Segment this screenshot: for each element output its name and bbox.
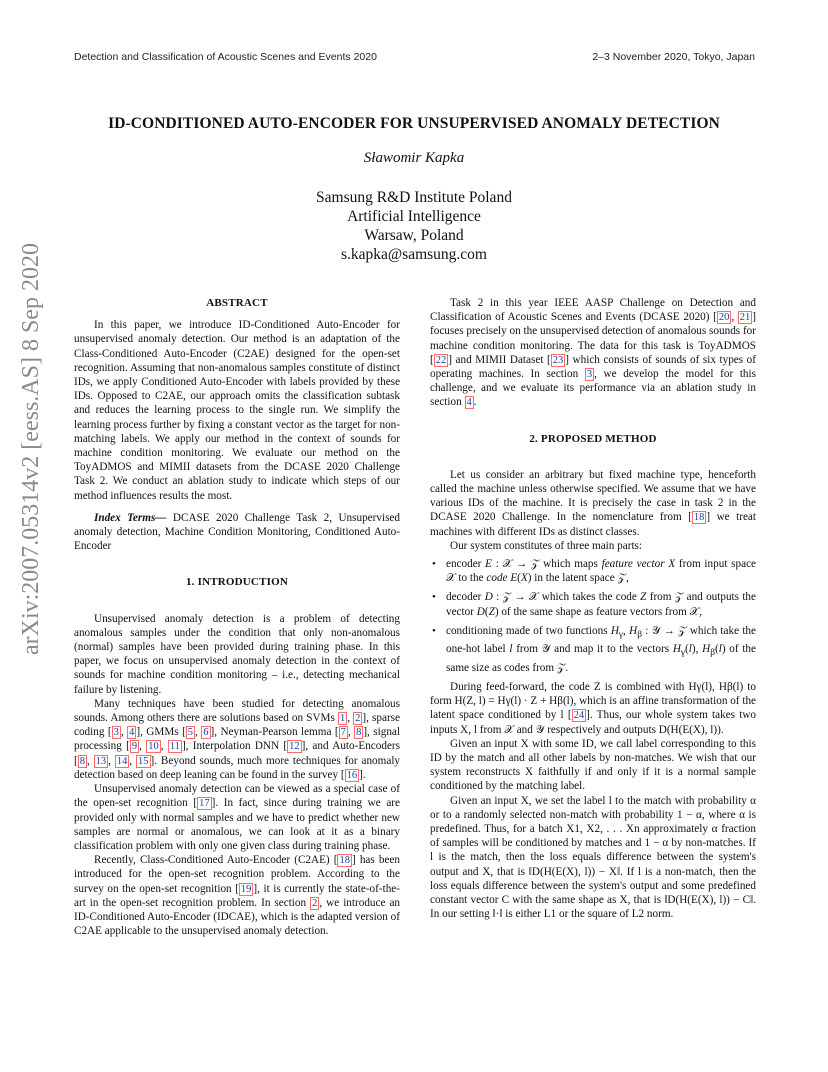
citation-link[interactable]: 8 xyxy=(79,755,85,767)
citation-link[interactable]: 4 xyxy=(129,727,135,739)
bullet-icon: • xyxy=(432,558,436,571)
citation-link[interactable]: 1 xyxy=(339,713,346,725)
intro-paragraph-3: Unsupervised anomaly detection can be viewed as a special case of the open-set recognition [ 17 ]. In fact, since during training we are provided only with normal samples and we have to predict whether new samples are normal or anomalous, we can look at it as a binary classification problem with only one given class during training phase. xyxy=(74,783,400,852)
citation-link[interactable]: 21 xyxy=(739,312,751,324)
affiliation-email[interactable]: s.kapka@samsung.com xyxy=(340,246,487,263)
left-column xyxy=(74,296,400,938)
arxiv-identifier: arXiv:2007.05314v2 [eess.AS] 8 Sep 2020 xyxy=(18,243,44,655)
bullet-icon: • xyxy=(432,624,436,637)
citation-link[interactable]: 8 xyxy=(356,727,362,739)
method-paragraph-1: Let us consider an arbitrary but fixed machine type, henceforth called the machine unless otherwise specified. We assume that we have various IDs of the machine. It is precisely the case in task 2 in the DCASE 2020 Challenge. In the nomenclature from [ 18 ] we treat machines with different IDs as distinct classes. xyxy=(430,468,756,538)
section-link[interactable]: 3 xyxy=(586,369,593,381)
affiliation-block xyxy=(0,188,828,264)
affiliation-city: Warsaw, Poland xyxy=(364,227,464,244)
intro-paragraph-4: Recently, Class-Conditioned Auto-Encoder (C2AE) [ 18 ] has been introduced for the open-set recognition problem. According to the survey on the open-set recognition [ 19 ], it is currently the state-of-the-art in the open-set recognition problem. In section 2 , we introduce an ID-Conditioned Auto-Encoder (IDCAE), which is the adapted version of C2AE applicable to the unsupervised anomaly detection. xyxy=(74,854,401,938)
citation-link[interactable]: 2 xyxy=(355,713,361,725)
running-header-left: Detection and Classification of Acoustic Scenes and Events 2020 xyxy=(74,51,377,63)
method-paragraph-4: Given an input X with some ID, we call label corresponding to this ID by the match and all other labels by non-matches. We wish that our system reconstructs X faithfully if and only if it is a normal sample conditioned by the matching label. xyxy=(430,737,756,793)
citation-link[interactable]: 5 xyxy=(187,727,194,739)
intro-paragraph-2: Many techniques have been studied for detecting anomalous sounds. Among others there are solutions based on SVMs 1 , 2 ], sparse coding [ 3 , 4 ], GMMs [ 5 , 6 ], Neyman-Pearson lemma [ 7 , 8 ], signal processing [ 9 , 10 , 11 ], Interpolation DNN [ 12 ], and Auto-Encoders [ 8 , 13 , 14 , 15 ]. Beyond sounds, much more techniques for anomaly detection based on deep leaning can be found in the survey [ 16 ]. xyxy=(74,697,401,781)
method-paragraph-5: Given an input X, we set the label l to the match with probability α or to a randomly selected non-match with probability 1 − α, where α is predefined. Thus, for a batch X1, X2, . . . Xn approximately α fraction of samples will be conditioned by matches and 1 − α by non-matches. If l is the match, then the loss equals difference between the system's output and X, that is ‖D(H(E(X), l)) − X‖. If l is a non-match, then the loss equals difference between the system's output and some predefined constant vector C with the same shape as X, that is ‖D(H(E(X), l)) − C‖. In our setting ‖·‖ is either L1 or the square of L2 norm. xyxy=(430,794,756,921)
bullet-icon: • xyxy=(432,591,436,604)
citation-link[interactable]: 9 xyxy=(131,741,138,753)
list-item: • encoder E : 𝒳 → 𝒵 which maps feature vector X from input space 𝒳 to the code E(X) in the latent space 𝒵, xyxy=(432,558,757,585)
citation-link[interactable]: 23 xyxy=(552,354,564,366)
citation-link[interactable]: 11 xyxy=(169,741,180,753)
system-parts-list xyxy=(430,557,756,675)
intro-paragraph-1: Unsupervised anomaly detection is a problem of detecting anomalous samples under the condition that only non-anomalous (normal) samples have been provided during training phase. In this paper, we focus on unsupervised anomaly detection in the context of sounds for machine condition monitoring – i.e., detecting mechanical failure by listening. xyxy=(74,612,400,696)
method-paragraph-3: During feed-forward, the code Z is combined with Hγ(l), Hβ(l) to form H(Z, l) = Hγ(l) · Z + Hβ(l), which is an affine transformation of the latent space conditioned by l [ 24 ]. Thus, our whole system takes two inputs X, l from 𝒳 and 𝒴 respectively and outputs D(H(E(X), l)). xyxy=(430,680,757,736)
citation-link[interactable]: 12 xyxy=(289,741,300,753)
method-heading: 2. PROPOSED METHOD xyxy=(529,432,657,445)
index-terms xyxy=(74,511,400,554)
citation-link[interactable]: 17 xyxy=(199,798,210,810)
list-item: • decoder D : 𝒵 → 𝒳 which takes the code Z from 𝒵 and outputs the vector D(Z) of the same shape as feature vectors from 𝒳, xyxy=(432,591,756,618)
abstract-text: In this paper, we introduce ID-Conditioned Auto-Encoder for unsupervised anomaly detection. Our method is an adaptation of the Class-Conditioned Auto-Encoder (C2AE) designed for the open-set recognition. Assuming that non-anomalous samples constitute of distinct IDs, we apply Conditioned Auto-Encoder with labels provided by these IDs. Opposed to C2AE, our approach omits the classification subtask and reduces the learning process to the single run. We simplify the learning process further by fixing a constant vector as the target for non-matching labels. We apply our method in the context of sounds for machine condition monitoring. We evaluate our method on the ToyADMOS and MIMII datasets from the DCASE 2020 Challenge Task 2. We conduct an ablation study to indicate which steps of our method influences results the most. xyxy=(74,319,400,502)
citation-link[interactable]: 3 xyxy=(113,727,119,739)
citation-link[interactable]: 24 xyxy=(573,710,585,722)
citation-link[interactable]: 22 xyxy=(435,354,447,366)
citation-link[interactable]: 10 xyxy=(148,741,159,753)
intro-paragraph-5: Task 2 in this year IEEE AASP Challenge on Detection and Classification of Acoustic Scenes and Events (DCASE 2020) [ 20 , 21 ] focuses precisely on the unsupervised detection of anomalous sounds for machine condition monitoring. The data for this task is ToyADMOS [ 22 ] and MIMII Dataset [ 23 ] which consists of sounds of six types of operating machines. In section 3 , we develop the model for this challenge, and we evaluate its performance via an ablation study in section 4 . xyxy=(430,297,756,409)
list-item: • conditioning made of two functions $H_\gamma$, $H_\beta$ : 𝒴 → 𝒵 which take the one-hot label l from 𝒴 and map it to the vectors $H_\gamma(l)$, $H_\beta(l)$ of the same size as codes from 𝒵. xyxy=(432,624,756,674)
running-header-right: 2–3 November 2020, Tokyo, Japan xyxy=(592,51,755,63)
citation-link[interactable]: 18 xyxy=(693,512,705,524)
citation-link[interactable]: 7 xyxy=(340,727,346,739)
index-terms-label: Index Terms— xyxy=(94,511,167,524)
affiliation-dept: Artificial Intelligence xyxy=(347,208,481,225)
intro-heading: 1. INTRODUCTION xyxy=(185,576,288,589)
citation-link[interactable]: 19 xyxy=(240,883,252,895)
right-column xyxy=(430,296,756,921)
paper-title: ID-CONDITIONED AUTO-ENCODER FOR UNSUPERVISED ANOMALY DETECTION xyxy=(108,115,720,132)
index-terms-text: DCASE 2020 Challenge Task 2, Unsupervised anomaly detection, Machine Condition Monitoring, Conditioned Auto-Encoder xyxy=(74,511,400,553)
citation-link[interactable]: 14 xyxy=(116,755,128,767)
section-link[interactable]: 4 xyxy=(466,397,472,409)
method-paragraph-2: Our system constitutes of three main parts: xyxy=(450,539,643,552)
author-name: Sławomir Kapka xyxy=(363,150,465,166)
citation-link[interactable]: 20 xyxy=(718,312,730,324)
citation-link[interactable]: 13 xyxy=(95,755,107,767)
citation-link[interactable]: 16 xyxy=(346,769,358,781)
section-link[interactable]: 2 xyxy=(312,897,318,909)
citation-link[interactable]: 6 xyxy=(203,727,209,739)
abstract-heading: ABSTRACT xyxy=(206,297,268,309)
citation-link[interactable]: 18 xyxy=(339,855,350,867)
affiliation-org: Samsung R&D Institute Poland xyxy=(316,189,512,206)
citation-link[interactable]: 15 xyxy=(138,755,149,767)
